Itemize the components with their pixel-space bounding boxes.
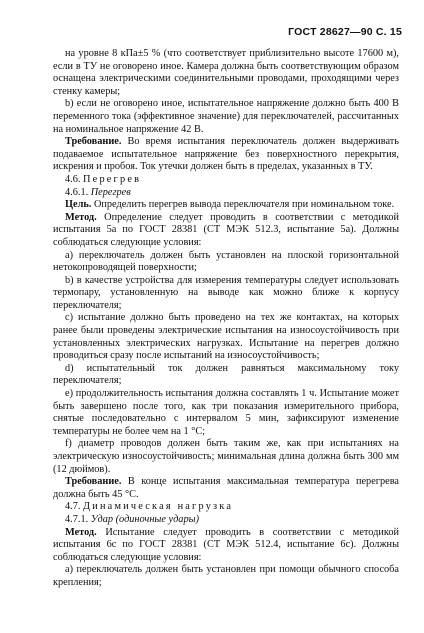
paragraph-label: Цель.	[65, 199, 92, 211]
paragraph: на уровне 8 кПа±5 % (что соответствует приблизительно высоте 17600 м), если в ТУ не оговорено иное. Камера должна быть соответствующим образом оснащена электрическими соединительными проводами, проходящими через стенку камеры;	[53, 48, 399, 97]
list-item: а) переключатель должен быть установлен на плоской горизонтальной нетокопроводящей поверхности;	[53, 249, 399, 274]
list-item: d) испытательный ток должен равняться максимальному току переключателя;	[53, 362, 399, 387]
section-heading: 4.6. Перегрев	[65, 173, 142, 185]
body-text	[53, 48, 399, 590]
purpose-paragraph: Цель. Определить перегрев вывода переключателя при номинальном токе.	[65, 199, 395, 211]
subsection-heading: 4.7.1. Удар (одиночные удары)	[65, 513, 199, 525]
list-item: b) в качестве устройства для измерения температуры следует использовать термопару, установленную на выводе как можно ближе к корпусу переключателя;	[53, 274, 399, 311]
list-item: c) испытание должно быть проведено на тех же контактах, на которых ранее были проведены электрические испытания на износоустойчивость при установленных электрических нагрузках. Испытание на перегрев должно проводиться сразу после испытаний на износоустойчивость;	[53, 312, 399, 362]
requirement-paragraph: Требование. Во время испытания переключатель должен выдерживать подаваемое испытательное напряжение без поверхностного перекрытия, искрения и пробоя. Ток утечки должен быть в пределах, указанных в ТУ.	[53, 136, 399, 173]
paragraph-label: Метод.	[65, 526, 97, 538]
list-item: а) переключатель должен быть установлен при помощи обычного способа крепления;	[53, 564, 399, 588]
method-paragraph: Метод. Определение следует проводить в соответствии с методикой испытания 5а по ГОСТ 28381 (СТ МЭК 512.3, испытание 5а). Должны соблюдаться следующие условия:	[53, 211, 399, 248]
list-item: е) продолжительность испытания должна составлять 1 ч. Испытание может быть завершено после того, как три показания измерительного прибора, снятые последовательно с интервалом 5 мин, зафиксируют изменение температуры не более чем на 1 °С;	[53, 388, 399, 437]
subsection-heading: 4.6.1. Перегрев	[65, 186, 131, 198]
list-item: f) диаметр проводов должен быть таким же, как при испытаниях на электрическую износоустойчивость; минимальная длина должна быть 300 мм (12 дюймов).	[53, 438, 399, 475]
requirement-paragraph: Требование. В конце испытания максимальная температура перегрева должна быть 45 °С.	[53, 476, 399, 500]
page-header: ГОСТ 28627—90 С. 15	[288, 26, 402, 38]
paragraph-label: Метод.	[65, 211, 97, 223]
method-paragraph: Метод. Испытание следует проводить в соответствии с методикой испытания 6с по ГОСТ 28381 (СТ МЭК 512.4, испытание 6с). Должны соблюдаться следующие условия:	[53, 526, 399, 563]
section-heading: 4.7. Динамическая нагрузка	[65, 501, 234, 513]
paragraph-label: Требование.	[65, 476, 122, 488]
paragraph-label: Требование.	[65, 136, 122, 148]
paragraph: b) если не оговорено иное, испытательное напряжение должно быть 400 В переменного тока (эффективное значение) для переключателей, рассчитанных на номинальное напряжение 42 В.	[53, 98, 399, 135]
